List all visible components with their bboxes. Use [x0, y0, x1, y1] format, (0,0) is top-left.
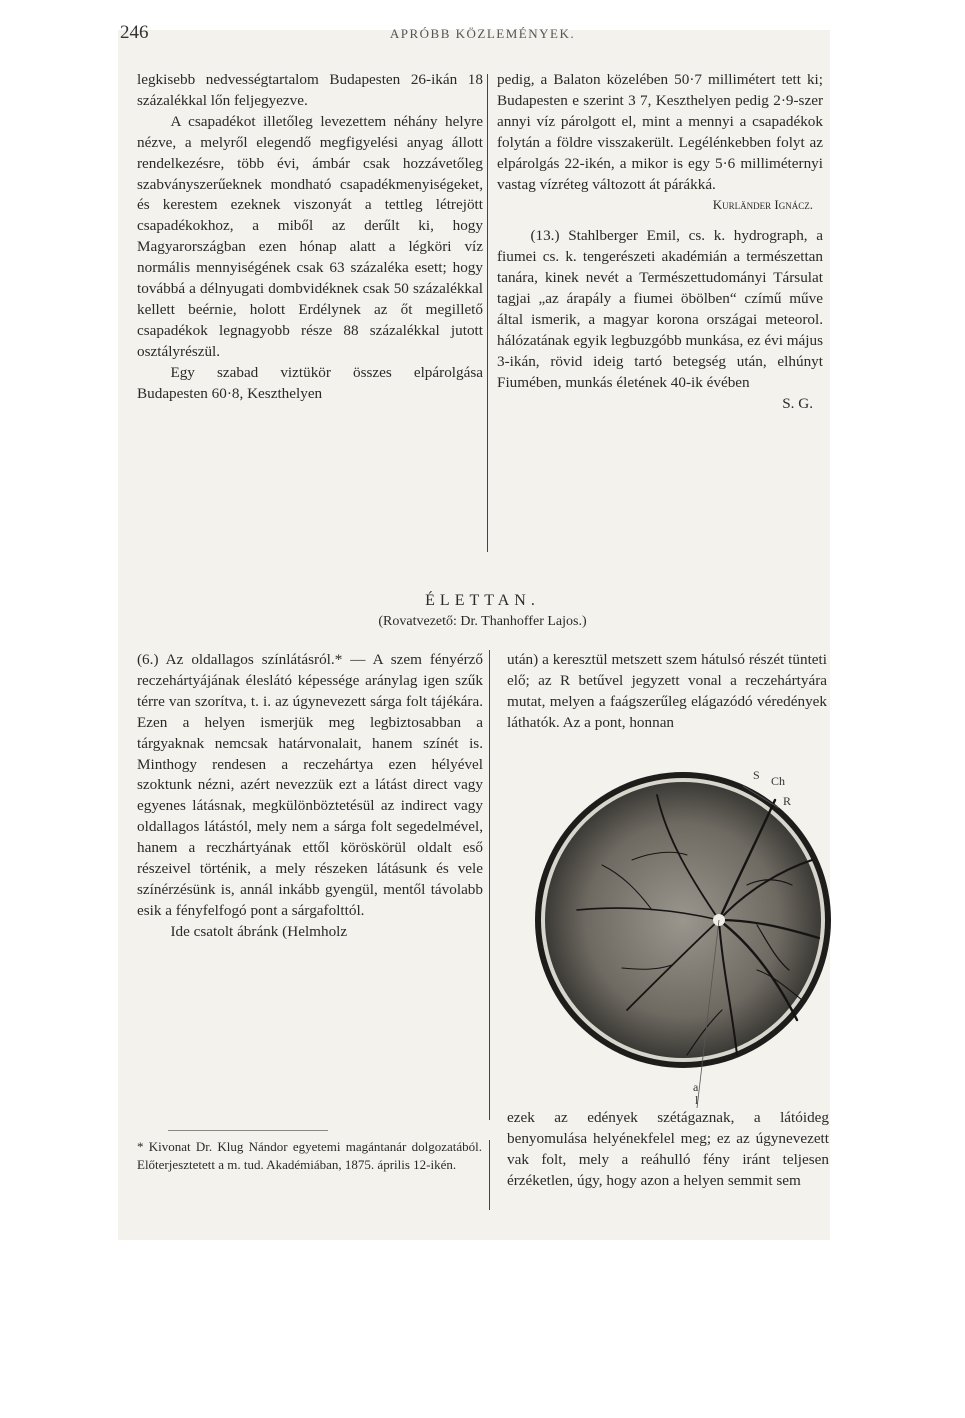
paragraph: (13.) Stahlberger Emil, cs. k. hydrograph, a fiumei cs. k. tengerészeti akadémián a természettan tanára, kinek nevét a Természettudományi Társulat tagjai „az árapály a fiumei öbölben“ czímű műve által ismerik, a magyar korona országai meteorol. hálózatának egyik legbuzgóbb munkása, ez évi május 3-ikán, rövid ideig tartó betegség után, elhúnyt Fiumében, munkás életének 40-ik évében [497, 227, 823, 391]
paragraph: pedig, a Balaton közelében 50·7 millimétert tett ki; Budapesten e szerint 3 7, Keszthelyen pedig 2·9-szer annyi víz párolgott el, mint a mennyi a csapadékok folytán a földre visszakerült. Legélénkebben folyt az elpárolgás 22-ikén, a mikor is egy 5·6 milliméternyi vastag vízréteg változott át párákká. [497, 71, 823, 193]
paragraph: Egy szabad viztükör összes elpárolgása Budapesten 60·8, Keszthelyen [137, 363, 483, 402]
paragraph: legkisebb nedvességtartalom Budapesten 26-ikán 18 százalékkal lőn feljegyezve. [137, 71, 483, 109]
bottom-right-column-bottom [507, 1108, 829, 1192]
paragraph: után) a keresztül metszett szem hátulsó részét tünteti elő; az R betűvel jegyzett vonal a reczehártyára mutat, melyen a faágszerűleg elágazódó véredények láthatók. Az a pont, honnan [507, 651, 827, 731]
bottom-left-column [137, 650, 483, 943]
column-rule [487, 74, 488, 552]
footnote: * Kivonat Dr. Klug Nándor egyetemi magántanár dolgozatából. Előterjesztetett a m. tud. Akadémiában, 1875. április 12-ikén. [137, 1139, 482, 1172]
figure-label-r: R [783, 794, 792, 808]
section-subtitle: (Rovatvezető: Dr. Thanhoffer Lajos.) [378, 614, 587, 629]
author-signature: S. G. [782, 394, 813, 412]
top-left-column [137, 70, 483, 405]
column-rule [489, 650, 490, 1120]
retina-surface [545, 782, 821, 1058]
paragraph: (6.) Az oldallagos színlátásról.* — A szem fényérző reczehártyájának éleslátó képessége aránylag igen szűk térre van szorítva, t. i. az úgynevezett sárga folt tájékára. Ezen a helyen ismerjük meg legbiztosabban a tárgyaknak nemcsak határvonalait, hanem színét is. Minthogy rendesen a reczehártya ezen hélyével szoktunk nézni, azért nevezzük ezt a látást direct vagy egyenes látásnak, megkülönböztetésül az indirect vagy oldallagos látástól, mely nem a sárga folt segedelmével, hanem a reczhártyának ettől köröskörül oldalt eső részeivel történik, a mely részeken látásunk és vele színérzésünk is, annál inkább gyengül, mentől távolabb esik a fényfelfogó pont a sárgafolttól. [137, 651, 483, 919]
author-signature: Kurländer Ignácz. [712, 197, 813, 213]
paragraph: ezek az edények szétágaznak, a látóideg benyomulása helyénekfelel meg; ez az úgynevezett vak folt, mely a reáhulló fény iránt teljesen érzéketlen, úgy, hogy azon a helyen semmit sem [507, 1109, 829, 1189]
page-number: 246 [120, 22, 149, 43]
eye-cross-section-illustration [507, 770, 832, 1110]
column-rule [489, 1140, 490, 1210]
figure-label-l: l [695, 1093, 699, 1107]
figure-label-s: S [753, 768, 760, 782]
figure-label-ch: Ch [771, 774, 786, 788]
paragraph: A csapadékot illetőleg levezettem néhány helyre nézve, a melyről elegendő megfigyelési anyag állott rendelkezésre, több évi, ámbár csak hozzávetőleg szabványszerűeknek mondható csapadékmenyiségeket, és kerestem ezeknek viszonyát a tettleg létrejött csapadékokhoz, a miből az derűlt ki, hogy Magyarországban ezen hónap alatt a légköri víz normális mennyiségének csak 63 százaléka esett; hogy továbbá a délnyugati dombvidéknek csak 50 százalékkal kellett beérnie, holott Erdélynek az őt megillető csapadékok legnagyobb része 88 százalékkal jutott osztályrészül. [137, 112, 483, 360]
bottom-right-column-top [507, 650, 827, 734]
top-right-column [497, 70, 823, 415]
section-title: ÉLETTAN. [425, 592, 540, 609]
figure-label-a: a [693, 1080, 699, 1094]
running-title: APRÓBB KÖZLEMÉNYEK. [389, 26, 576, 41]
footnote-rule [168, 1130, 328, 1131]
retina-figure [507, 770, 832, 1110]
paragraph: Ide csatolt ábránk (Helmholz [170, 922, 348, 940]
